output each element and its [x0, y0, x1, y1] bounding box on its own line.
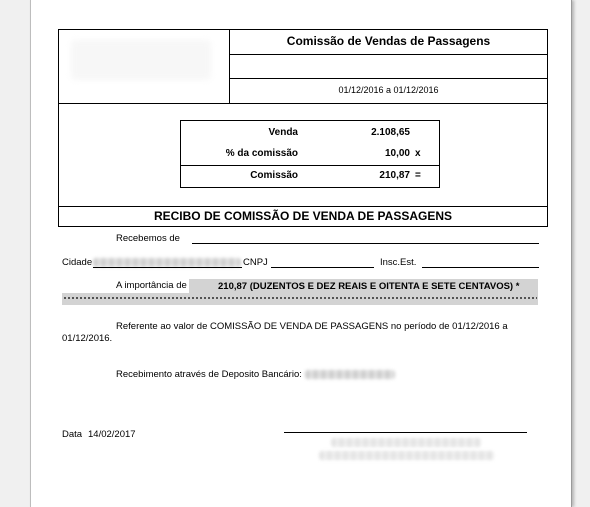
deposit-label: Recebimento através de Deposito Bancário:	[116, 369, 302, 380]
report-period: 01/12/2016 a 01/12/2016	[338, 85, 439, 95]
equals-symbol: =	[415, 170, 421, 181]
city-value-redacted	[93, 258, 241, 267]
signatory-company-redacted	[319, 451, 494, 460]
commission-rate-label: % da comissão	[225, 148, 298, 159]
amount-value: 210,87 (DUZENTOS E DEZ REAIS E OITENTA E SETE CENTAVOS) *	[218, 281, 520, 292]
amount-label: A importância de	[116, 280, 187, 291]
multiply-symbol: x	[415, 148, 421, 159]
signatory-name-redacted	[331, 438, 481, 447]
commission-label: Comissão	[250, 170, 298, 181]
receipt-title: RECIBO DE COMISSÃO DE VENDA DE PASSAGENS	[153, 209, 453, 223]
dotted-filler	[63, 297, 537, 299]
reference-line-2: 01/12/2016.	[62, 333, 113, 344]
sale-label: Venda	[268, 127, 298, 138]
cnpj-label: CNPJ	[243, 257, 268, 268]
commission-value: 210,87	[379, 170, 410, 181]
sale-value: 2.108,65	[371, 127, 410, 138]
bank-account-redacted	[305, 370, 395, 379]
received-from-label: Recebemos de	[116, 233, 180, 244]
company-logo	[71, 40, 211, 80]
report-page	[30, 0, 572, 507]
insc-est-label: Insc.Est.	[380, 257, 417, 268]
signature-line	[284, 432, 527, 433]
received-from-line	[192, 243, 539, 244]
report-title: Comissão de Vendas de Passagens	[286, 34, 491, 48]
date-value: 14/02/2017	[88, 429, 136, 440]
city-label: Cidade	[62, 257, 93, 268]
commission-rate-value: 10,00	[384, 148, 410, 159]
reference-line-1: Referente ao valor de COMISSÃO DE VENDA DE PASSAGENS no período de 01/12/2016 a	[116, 321, 508, 332]
date-label: Data	[62, 429, 83, 440]
